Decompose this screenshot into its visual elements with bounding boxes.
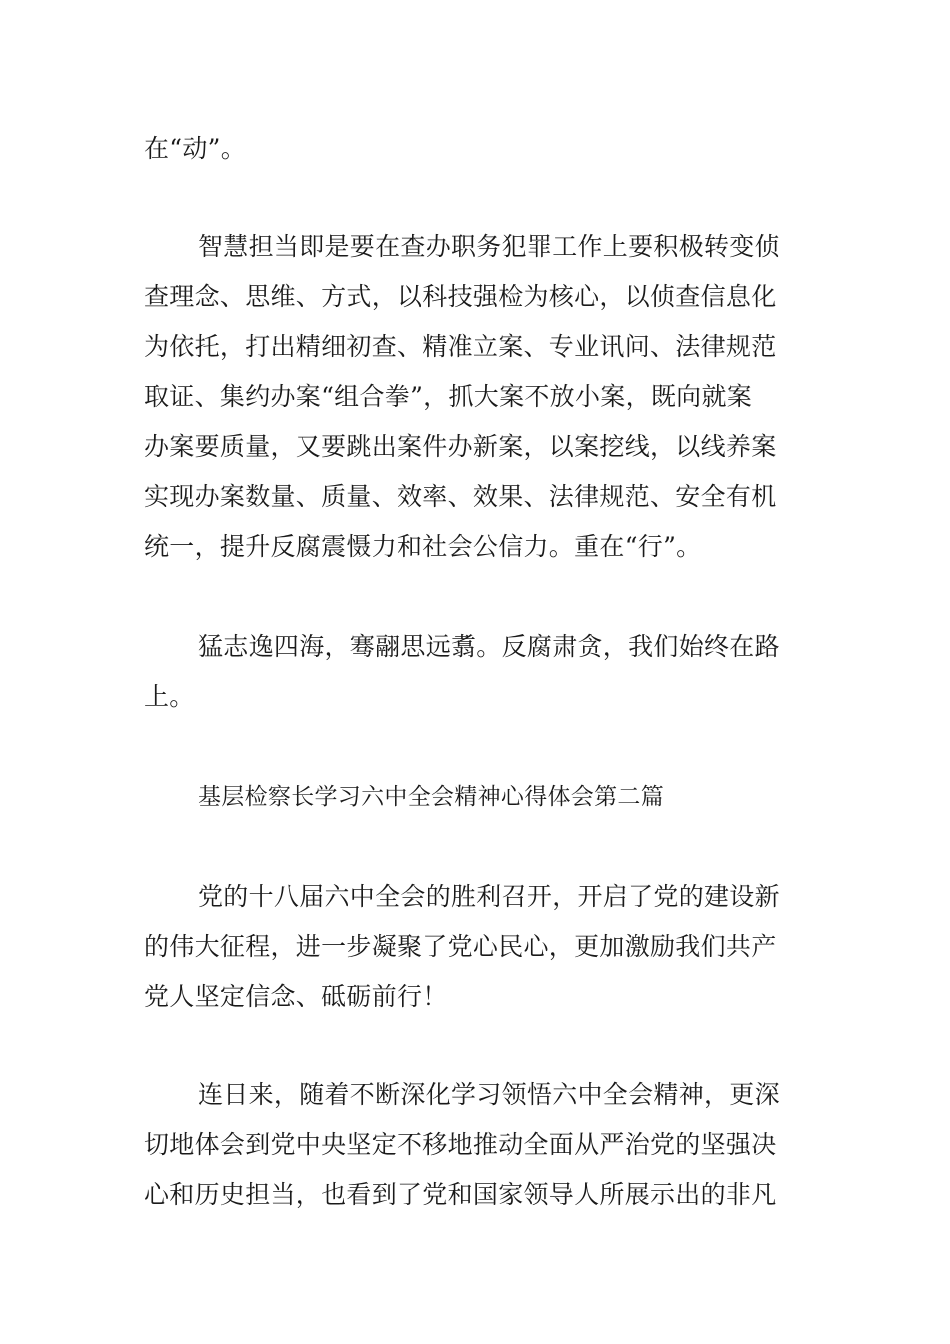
text-line: 实现办案数量、质量、效率、效果、法律规范、安全有机 [144, 482, 777, 511]
text-line: 猛志逸四海，骞翮思远翥。反腐肃贪，我们始终在路 [198, 632, 780, 661]
text-line: 的伟大征程，进一步凝聚了党心民心，更加激励我们共产 [144, 932, 777, 961]
text-line: 切地体会到党中央坚定不移地推动全面从严治党的坚强决 [144, 1130, 777, 1159]
paragraph-continuation [144, 124, 806, 174]
text-line: 智慧担当即是要在查办职务犯罪工作上要积极转变侦 [198, 232, 780, 261]
text-line: 在“动”。 [144, 134, 247, 163]
paragraph-recent-study [144, 1070, 806, 1220]
text-line: 心和历史担当，也看到了党和国家领导人所展示出的非凡 [144, 1180, 777, 1209]
text-line: 党人坚定信念、砥砺前行！ [144, 982, 448, 1011]
text-line: 上。 [144, 682, 195, 711]
text-line: 查理念、思维、方式，以科技强检为核心，以侦查信息化 [144, 282, 777, 311]
text-line: 取证、集约办案“组合拳”，抓大案不放小案，既向就案 [144, 382, 753, 411]
text-line: 办案要质量，又要跳出案件办新案，以案挖线，以线养案 [144, 432, 777, 461]
paragraph-closing-verse [144, 622, 806, 722]
paragraph-plenary-session [144, 872, 806, 1022]
section-heading [144, 772, 806, 822]
text-line: 统一，提升反腐震慑力和社会公信力。重在“行”。 [144, 532, 702, 561]
text-line: 为依托，打出精细初查、精准立案、专业讯问、法律规范 [144, 332, 777, 361]
text-line: 连日来，随着不断深化学习领悟六中全会精神，更深 [198, 1080, 780, 1109]
text-line: 党的十八届六中全会的胜利召开，开启了党的建设新 [198, 882, 780, 911]
heading-text: 基层检察长学习六中全会精神心得体会第二篇 [198, 784, 664, 810]
paragraph-smart-responsibility [144, 222, 806, 572]
